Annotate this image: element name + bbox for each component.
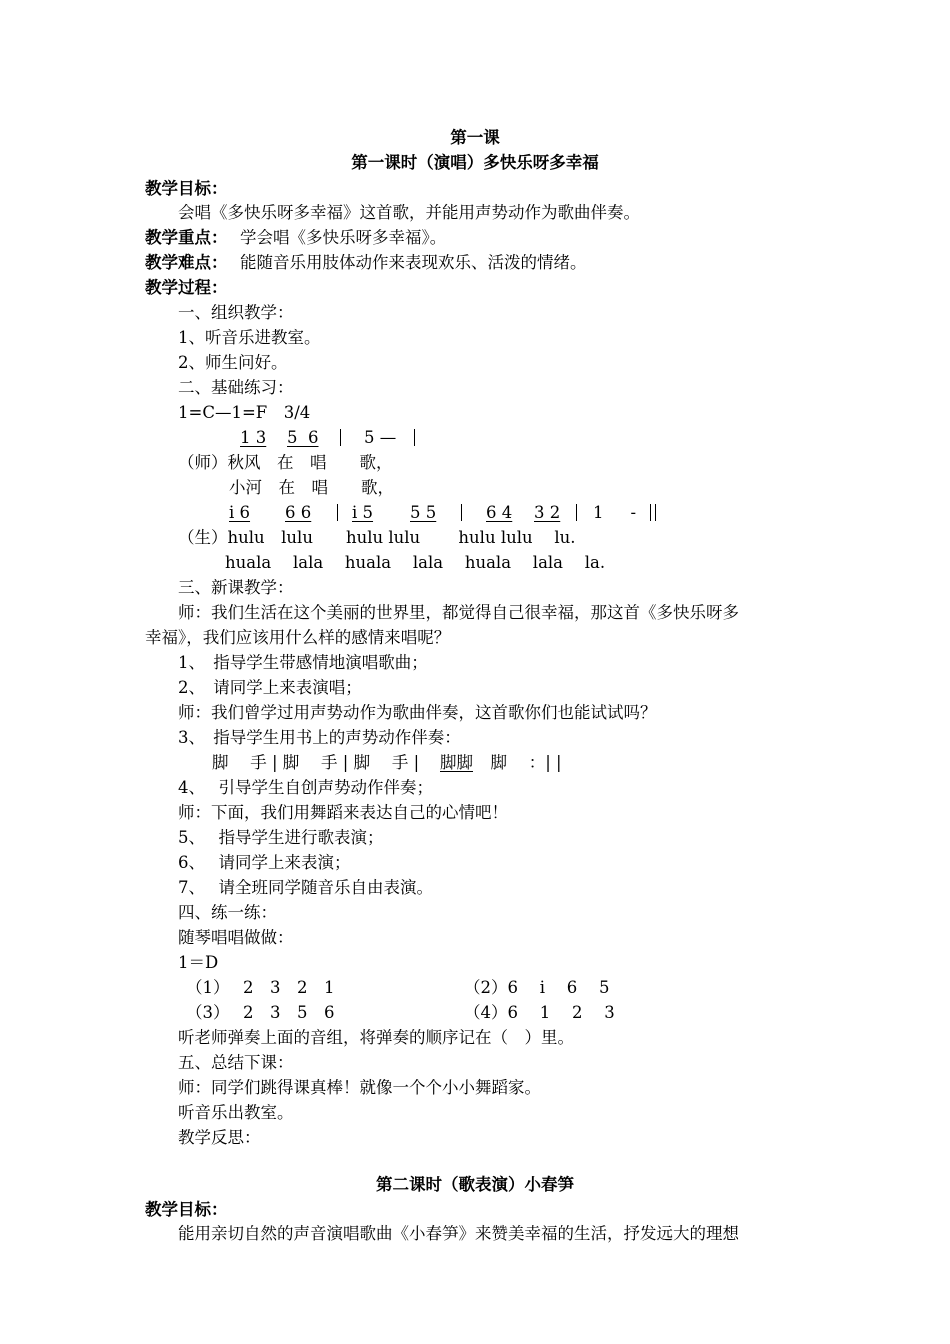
note-group: 6 4 (486, 503, 513, 522)
rhythm-line (0, 750, 950, 775)
goal-text: 会唱《多快乐呀多幸福》这首歌，并能用声势动作为歌曲伴奏。 (178, 203, 640, 222)
difficulty-text: 能随音乐用肢体动作来表现欢乐、活泼的情绪。 (240, 253, 587, 272)
exercise-2: （2）6 i 6 5 (464, 978, 610, 997)
note-group: 5 5 (410, 503, 437, 522)
step-6: 6、 请同学上来表演； (178, 853, 351, 872)
bar-line (414, 429, 415, 446)
difficulty-row (0, 250, 950, 275)
closing-line-1: 听音乐出教室。 (178, 1103, 294, 1122)
notation-line-1 (0, 425, 950, 450)
teacher-line-2: 师：我们曾学过用声势动作为歌曲伴奏，这首歌你们也能试试吗？ (178, 703, 657, 722)
difficulty-label: 教学难点： (145, 253, 228, 272)
step-1: 1、 指导学生带感情地演唱歌曲； (178, 653, 428, 672)
section-4-line-2: 听老师弹奏上面的音组，将弹奏的顺序记在（ ）里。 (178, 1028, 574, 1047)
bar-line (337, 504, 338, 521)
teacher-line-4: 师：同学们跳得课真棒！就像一个个小小舞蹈家。 (178, 1078, 541, 1097)
lesson2-goal-text-row (0, 1221, 950, 1246)
key-label: 教学重点： (145, 228, 228, 247)
step-4: 4、 引导学生自创声势动作伴奏； (178, 778, 433, 797)
lesson2-goal-text: 能用亲切自然的声音演唱歌曲《小春笋》来赞美幸福的生活，抒发远大的理想 (178, 1224, 739, 1243)
teacher-line-3: 师：下面，我们用舞蹈来表达自己的心情吧！ (178, 803, 508, 822)
step-5: 5、 指导学生进行歌表演； (178, 828, 384, 847)
note-group: 6 6 (285, 503, 312, 522)
process-label: 教学过程： (145, 278, 228, 297)
section-3: 三、新课教学： (178, 578, 294, 597)
exercise-row-1 (0, 975, 950, 1000)
lesson2-title: 第二课时（歌表演）小春笋 (376, 1175, 574, 1194)
note-group: 1 3 (240, 428, 267, 447)
lyric-line-3: （生）hulu lulu hulu lulu hulu lulu lu. (178, 528, 576, 547)
note-group: 3 2 (534, 503, 561, 522)
document-title: 第一课 (450, 128, 500, 147)
lesson2-goal-row (0, 1197, 950, 1222)
note-group: i 6 (229, 503, 251, 522)
exercise-row-2 (0, 1000, 950, 1025)
bar-line (576, 504, 577, 521)
final-bar-line (655, 504, 656, 521)
section-5: 五、总结下课： (178, 1053, 294, 1072)
notation-line-2 (0, 500, 950, 525)
lyric-line-1: （师）秋风 在 唱 歌， (178, 453, 393, 472)
lesson2-goal-label: 教学目标： (145, 1200, 228, 1219)
key-text: 学会唱《多快乐呀多幸福》。 (240, 228, 447, 247)
teacher-line-1a: 师：我们生活在这个美丽的世界里，都觉得自己很幸福，那这首《多快乐呀多 (178, 603, 739, 622)
final-bar-line (650, 504, 651, 521)
exercise-4: （4）6 1 2 3 (464, 1003, 615, 1022)
process-row (0, 275, 950, 300)
note-group: 1 - (593, 503, 637, 522)
exercise-1: （1） 2 3 2 1 (186, 978, 335, 997)
goal-row (0, 176, 950, 201)
key-signature: 1=C—1=F 3/4 (178, 403, 311, 422)
note-group: 5 — (364, 428, 397, 447)
reflection-label: 教学反思： (178, 1128, 261, 1147)
step-2: 2、 请同学上来表演唱； (178, 678, 362, 697)
rhythm-part: 脚 ：| | (474, 753, 562, 772)
section-1-item-2: 2、师生问好。 (178, 353, 288, 372)
section-1-item-1: 1、听音乐进教室。 (178, 328, 321, 347)
goal-label: 教学目标： (145, 179, 228, 198)
section-4-line-1: 随琴唱唱做做： (178, 928, 294, 947)
teacher-line-1b: 幸福》，我们应该用什么样的感情来唱呢？ (145, 628, 451, 647)
rhythm-part: 脚 手 | 脚 手 | 脚 手 | (212, 753, 425, 772)
section-1: 一、组织教学： (178, 303, 294, 322)
goal-text-row (0, 200, 950, 225)
rhythm-part: 脚脚 (440, 753, 473, 772)
bar-line (461, 504, 462, 521)
bar-line (340, 429, 341, 446)
exercise-3: （3） 2 3 5 6 (186, 1003, 335, 1022)
step-3: 3、 指导学生用书上的声势动作伴奏： (178, 728, 461, 747)
lyric-line-2: 小河 在 唱 歌， (229, 478, 394, 497)
section-4-key: 1＝D (178, 953, 219, 972)
section-4: 四、练一练： (178, 903, 277, 922)
lyric-line-4: huala lala huala lala huala lala la. (225, 553, 606, 572)
note-group: i 5 (352, 503, 374, 522)
note-group: 5 6 (287, 428, 319, 447)
section-2: 二、基础练习： (178, 378, 294, 397)
key-row (0, 225, 950, 250)
step-7: 7、 请全班同学随音乐自由表演。 (178, 878, 433, 897)
lesson1-title: 第一课时（演唱）多快乐呀多幸福 (351, 153, 599, 172)
